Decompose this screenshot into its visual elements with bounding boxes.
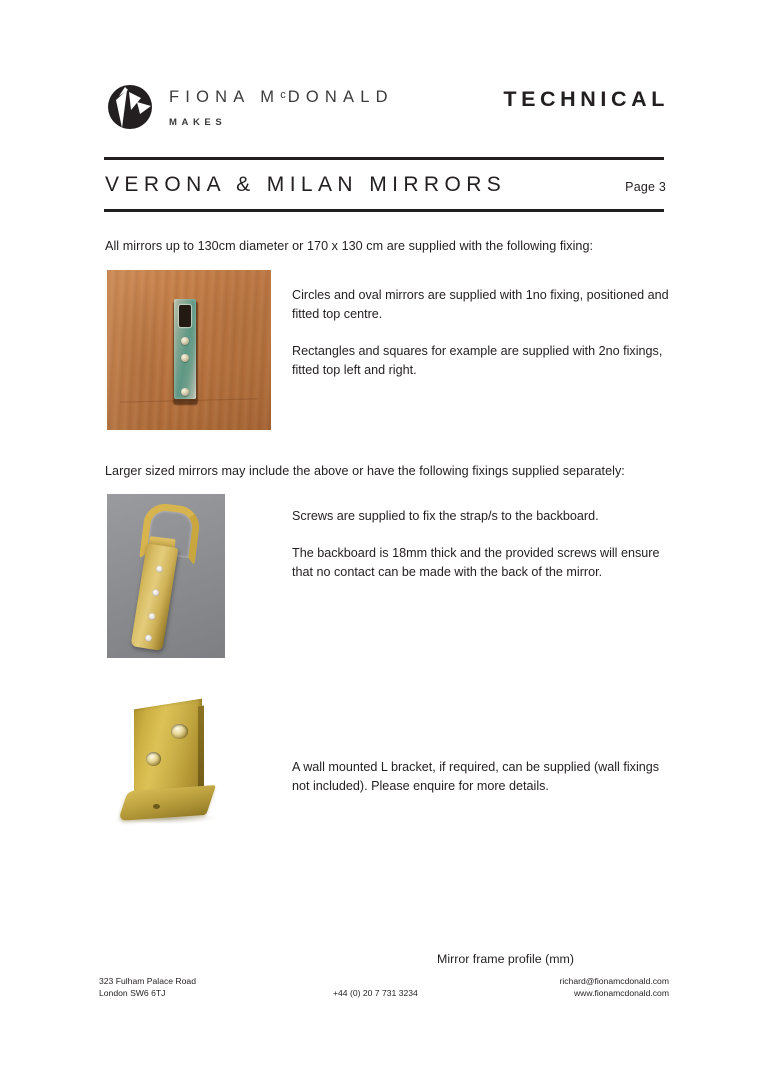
section-1-text: [292, 286, 672, 380]
strap-screw-hole: [152, 589, 160, 597]
strap-screw-hole: [148, 612, 156, 620]
paragraph: Screws are supplied to fix the strap/s to the backboard.: [292, 509, 599, 523]
section-1-lead: All mirrors up to 130cm diameter or 170 x 130 cm are supplied with the following fixing:: [105, 239, 594, 253]
d-ring-strap-body: [131, 543, 179, 651]
l-bracket-hole: [146, 752, 161, 766]
footer-email[interactable]: richard@fionamcdonald.com: [559, 976, 669, 986]
brand-block: [107, 84, 437, 136]
brand-name-main: FIONA M: [169, 88, 281, 106]
circle-mark-logo-icon: [107, 84, 153, 130]
strap-screw: [181, 354, 189, 362]
title-rule-bottom: [104, 209, 664, 212]
address-line-1: 323 Fulham Palace Road: [99, 976, 196, 986]
strap-screw: [181, 337, 189, 345]
l-bracket-hole: [171, 724, 188, 739]
section-2-text: [292, 507, 672, 582]
section-2-lead: Larger sized mirrors may include the above or have the following fixings supplied separately:: [105, 464, 625, 478]
l-bracket-foot-hole: [153, 804, 160, 809]
brand-name: [169, 84, 439, 108]
strap-screw-hole: [144, 634, 152, 642]
paragraph: A wall mounted L bracket, if required, can be supplied (wall fixings not included). Please enquire for more details.: [292, 760, 660, 793]
footer-phone: +44 (0) 20 7 731 3234: [333, 988, 418, 999]
strap-screw: [181, 388, 189, 396]
page-footer: [0, 975, 768, 1009]
title-rule-top: [104, 157, 664, 160]
photo-l-bracket: [110, 692, 230, 844]
paragraph: Circles and oval mirrors are supplied with 1no fixing, positioned and fitted top centre.: [292, 288, 669, 321]
strap-keyhole-slot: [179, 305, 191, 327]
brand-name-rest: DONALD: [287, 88, 394, 106]
address-line-2: London SW6 6TJ: [99, 988, 166, 999]
paragraph: Rectangles and squares for example are supplied with 2no fixings, fitted top left and right.: [292, 344, 663, 377]
photo-strap-on-backboard: [107, 270, 271, 430]
footer-contact: [559, 975, 669, 1000]
footer-website[interactable]: www.fionamcdonald.com: [573, 988, 669, 999]
strap-screw-hole: [155, 565, 163, 573]
page-number: Page 3: [625, 180, 666, 194]
page-title: VERONA & MILAN MIRRORS: [105, 173, 507, 196]
strap-fixing: [174, 299, 196, 399]
photo-d-ring-strap: [107, 494, 225, 658]
brand-name-superscript: c: [280, 89, 288, 101]
frame-profile-caption: Mirror frame profile (mm): [437, 952, 574, 966]
brand-wordmark: [169, 84, 439, 129]
d-ring-assembly: [116, 498, 210, 656]
brand-tagline: MAKES: [169, 117, 227, 128]
paragraph: The backboard is 18mm thick and the provided screws will ensure that no contact can be made with the back of the mirror.: [292, 546, 660, 579]
l-bracket-edge: [198, 706, 204, 797]
footer-address: [99, 975, 196, 1000]
document-type-label: TECHNICAL: [503, 87, 669, 111]
section-3-text: [292, 758, 672, 796]
